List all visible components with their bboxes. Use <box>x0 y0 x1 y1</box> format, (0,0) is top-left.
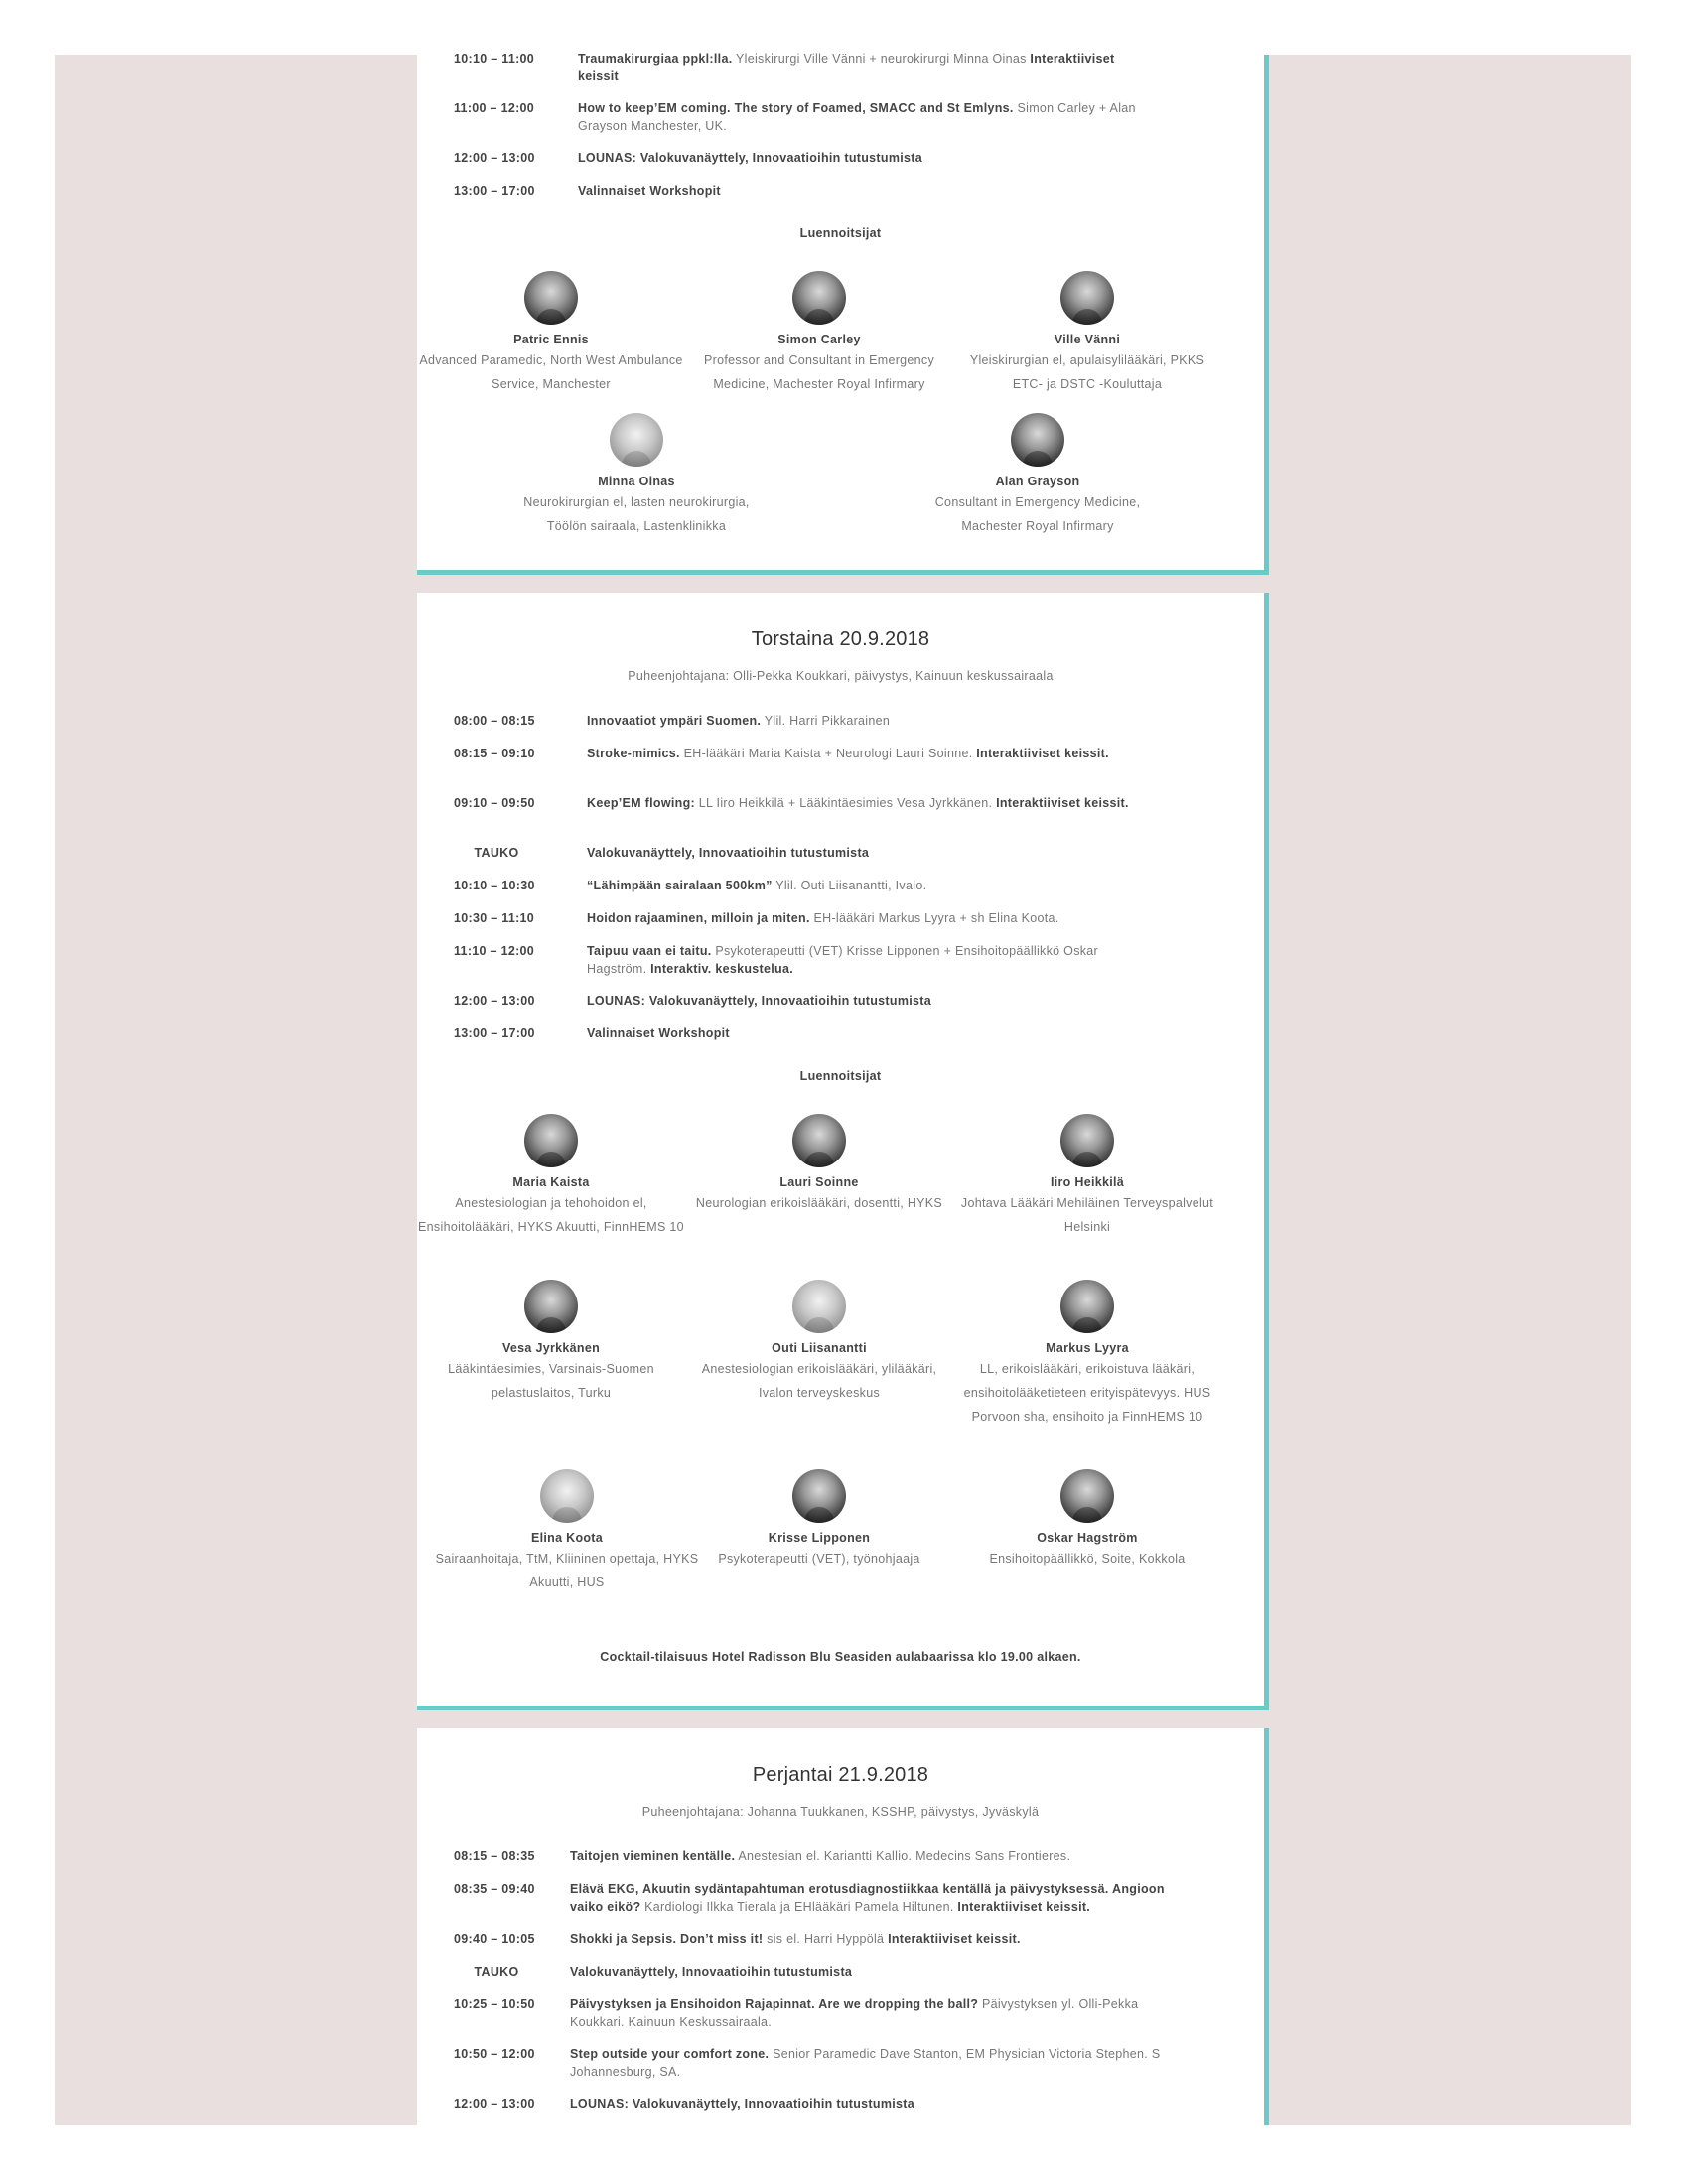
speaker-role: Sairaanhoitaja, TtM, Kliininen opettaja, HYKS Akuutti, HUS <box>435 1552 699 1589</box>
speaker-name: Elina Koota <box>530 1531 604 1545</box>
schedule-description <box>570 1963 1186 1980</box>
speaker-name: Markus Lyyra <box>1046 1341 1129 1355</box>
speaker-card <box>953 271 1221 396</box>
speaker-avatar <box>1060 1469 1114 1523</box>
schedule-description <box>587 909 1143 927</box>
speaker-card <box>685 271 953 396</box>
schedule-time: TAUKO <box>474 846 519 860</box>
speaker-role: Ensihoitopäällikkö, Soite, Kokkola <box>989 1552 1186 1566</box>
speaker-role: Psykoterapeutti (VET), työnohjaaja <box>718 1552 920 1566</box>
schedule-time: 10:10 – 10:30 <box>454 879 535 892</box>
schedule-description <box>587 745 1143 762</box>
chairperson: Puheenjohtajana: Olli-Pekka Koukkari, päivystys, Kainuun keskussairaala <box>628 669 1054 683</box>
session-format: Interaktiiviset keissit. <box>957 1900 1091 1914</box>
schedule-description <box>587 712 1143 730</box>
session-title: LOUNAS: Valokuvanäyttely, Innovaatioihin tutustumista <box>578 151 922 165</box>
speaker-avatar <box>792 271 846 325</box>
day-title: Perjantai 21.9.2018 <box>752 1764 929 1786</box>
speaker-avatar <box>524 1114 578 1167</box>
schedule-time: 12:00 – 13:00 <box>454 994 535 1008</box>
session-title: Shokki ja Sepsis. Don’t miss it! <box>570 1932 764 1946</box>
schedule-description <box>570 1847 1186 1865</box>
session-title: Traumakirurgiaa ppkl:lla. <box>578 52 733 66</box>
schedule-time: 09:10 – 09:50 <box>454 796 535 810</box>
schedule-description <box>587 844 1143 862</box>
session-format: Interaktiiviset keissit <box>578 52 1115 83</box>
speaker-name: Oskar Hagström <box>1037 1531 1138 1545</box>
speaker-avatar <box>524 271 578 325</box>
session-speakers: Ylil. Harri Pikkarainen <box>761 714 891 728</box>
speaker-card <box>433 1469 701 1594</box>
speaker-card <box>417 1280 685 1405</box>
session-title: Taitojen vieminen kentälle. <box>570 1849 736 1863</box>
speaker-name: Simon Carley <box>777 333 861 346</box>
session-title: Valokuvanäyttely, Innovaatioihin tutustumista <box>570 1965 853 1979</box>
speaker-role: Anestesiologian erikoislääkäri, ylilääkäri, Ivalon terveyskeskus <box>701 1362 937 1400</box>
schedule-description <box>587 1024 1143 1042</box>
speaker-name: Iiro Heikkilä <box>1050 1175 1125 1189</box>
speaker-role: Neurologian erikoislääkäri, dosentti, HYKS <box>695 1196 943 1210</box>
speaker-avatar <box>792 1114 846 1167</box>
session-title: Keep’EM flowing: <box>587 796 695 810</box>
speaker-role: Yleiskirurgian el, apulaisylilääkäri, PKKS ETC- ja DSTC -Kouluttaja <box>969 353 1205 391</box>
session-title: How to keep’EM coming. The story of Foamed, SMACC and St Emlyns. <box>578 101 1014 115</box>
speaker-role: Consultant in Emergency Medicine, Machester Royal Infirmary <box>934 495 1141 533</box>
session-speakers: Anestesian el. Kariantti Kallio. Medecins Sans Frontieres. <box>735 1849 1071 1863</box>
schedule-description <box>570 1930 1186 1948</box>
speaker-card <box>417 271 685 396</box>
session-title: Taipuu vaan ei taitu. <box>587 944 712 958</box>
schedule-time: 11:00 – 12:00 <box>454 101 535 115</box>
schedule-time: 10:50 – 12:00 <box>454 2047 535 2061</box>
session-speakers: sis el. Harri Hyppölä <box>763 1932 889 1946</box>
day-card-friday <box>417 1728 1269 2125</box>
speaker-card <box>904 413 1172 538</box>
speaker-card <box>953 1469 1221 1570</box>
speaker-name: Patric Ennis <box>513 333 589 346</box>
day-title: Torstaina 20.9.2018 <box>751 628 930 650</box>
session-speakers: Senior Paramedic Dave Stanton, EM Physician Victoria Stephen. S Johannesburg, SA. <box>570 2047 1161 2079</box>
session-speakers: Kardiologi Ilkka Tierala ja EHlääkäri Pamela Hiltunen. <box>640 1900 958 1914</box>
day-card-wednesday-continued <box>417 52 1269 575</box>
speaker-role: Advanced Paramedic, North West Ambulance Service, Manchester <box>419 353 683 391</box>
schedule-time: 12:00 – 13:00 <box>454 151 535 165</box>
session-title: Valinnaiset Workshopit <box>578 184 721 198</box>
schedule-description <box>570 2045 1186 2081</box>
speaker-name: Vesa Jyrkkänen <box>501 1341 601 1355</box>
speaker-avatar <box>1060 1280 1114 1333</box>
schedule-time: 13:00 – 17:00 <box>454 184 535 198</box>
day-card-thursday <box>417 593 1269 1710</box>
speaker-name: Minna Oinas <box>598 475 675 488</box>
schedule-time: 08:15 – 08:35 <box>454 1849 535 1863</box>
schedule-time: 11:10 – 12:00 <box>454 944 535 958</box>
speaker-card <box>685 1114 953 1215</box>
speaker-avatar <box>610 413 663 467</box>
session-format: Interaktiiviset keissit. <box>976 747 1109 760</box>
schedule-description <box>578 149 1154 167</box>
speaker-avatar <box>540 1469 594 1523</box>
speaker-avatar <box>792 1280 846 1333</box>
speaker-role: Lääkintäesimies, Varsinais-Suomen pelastuslaitos, Turku <box>448 1362 654 1400</box>
session-speakers: EH-lääkäri Markus Lyyra + sh Elina Koota. <box>809 911 1059 925</box>
session-title: Hoidon rajaaminen, milloin ja miten. <box>587 911 810 925</box>
schedule-time: 10:10 – 11:00 <box>454 52 535 66</box>
schedule-description <box>570 2095 1186 2113</box>
speaker-avatar <box>524 1280 578 1333</box>
session-speakers: Psykoterapeutti (VET) Krisse Lipponen + Ensihoitopäällikkö Oskar Hagström. <box>587 944 1099 976</box>
session-title: Innovaatiot ympäri Suomen. <box>587 714 762 728</box>
speaker-card <box>417 1114 685 1239</box>
schedule-time: 08:35 – 09:40 <box>454 1882 535 1896</box>
cocktail-note: Cocktail-tilaisuus Hotel Radisson Blu Seasiden aulabaarissa klo 19.00 alkaen. <box>600 1650 1081 1664</box>
schedule-time: 12:00 – 13:00 <box>454 2097 535 2111</box>
schedule-description <box>578 50 1154 85</box>
session-format: Interaktiiviset keissit. <box>996 796 1129 810</box>
schedule-description <box>578 99 1154 135</box>
session-title: Elävä EKG, Akuutin sydäntapahtuman erotusdiagnostiikkaa kentällä ja päivystyksessä. Angioon vaiko eikö? <box>570 1882 1165 1914</box>
schedule-description <box>587 877 1143 894</box>
speaker-role: Anestesiologian ja tehohoidon el, Ensihoitolääkäri, HYKS Akuutti, FinnHEMS 10 <box>418 1196 684 1234</box>
speaker-name: Alan Grayson <box>995 475 1080 488</box>
schedule-time: 08:15 – 09:10 <box>454 747 535 760</box>
session-speakers: EH-lääkäri Maria Kaista + Neurologi Lauri Soinne. <box>679 747 977 760</box>
speaker-name: Ville Vänni <box>1054 333 1121 346</box>
speaker-name: Outi Liisanantti <box>772 1341 867 1355</box>
session-title: Päivystyksen ja Ensihoidon Rajapinnat. Are we dropping the ball? <box>570 1997 979 2011</box>
schedule-description <box>587 942 1143 978</box>
schedule-time: TAUKO <box>474 1965 519 1979</box>
session-title: Step outside your comfort zone. <box>570 2047 770 2061</box>
session-title: Valokuvanäyttely, Innovaatioihin tutustumista <box>587 846 870 860</box>
speaker-card <box>502 413 771 538</box>
schedule-description <box>587 992 1143 1010</box>
schedule-description <box>570 1880 1186 1916</box>
session-title: Stroke-mimics. <box>587 747 680 760</box>
speaker-role: Neurokirurgian el, lasten neurokirurgia, Töölön sairaala, Lastenklinikka <box>523 495 750 533</box>
schedule-time: 13:00 – 17:00 <box>454 1026 535 1040</box>
speaker-role: Professor and Consultant in Emergency Medicine, Machester Royal Infirmary <box>703 353 935 391</box>
session-title: “Lähimpään sairalaan 500km” <box>587 879 773 892</box>
schedule-time: 09:40 – 10:05 <box>454 1932 535 1946</box>
schedule-time: 10:25 – 10:50 <box>454 1997 535 2011</box>
schedule-description <box>570 1995 1186 2031</box>
session-format: Interaktiv. keskustelua. <box>650 962 793 976</box>
speaker-name: Maria Kaista <box>512 1175 590 1189</box>
speaker-avatar <box>1060 1114 1114 1167</box>
schedule-description <box>578 182 1154 200</box>
session-speakers: LL Iiro Heikkilä + Lääkintäesimies Vesa Jyrkkänen. <box>694 796 997 810</box>
session-speakers: Päivystyksen yl. Olli-Pekka Koukkari. Kainuun Keskussairaala. <box>570 1997 1139 2029</box>
session-title: LOUNAS: Valokuvanäyttely, Innovaatioihin tutustumista <box>570 2097 914 2111</box>
speaker-avatar <box>792 1469 846 1523</box>
chairperson: Puheenjohtajana: Johanna Tuukkanen, KSSHP, päivystys, Jyväskylä <box>641 1805 1040 1819</box>
speaker-name: Lauri Soinne <box>779 1175 859 1189</box>
schedule-time: 10:30 – 11:10 <box>454 911 535 925</box>
speaker-avatar <box>1060 271 1114 325</box>
speaker-card <box>685 1280 953 1405</box>
schedule-description <box>587 794 1143 812</box>
session-speakers: Ylil. Outi Liisanantti, Ivalo. <box>772 879 927 892</box>
session-title: Valinnaiset Workshopit <box>587 1026 730 1040</box>
schedule-time: 08:00 – 08:15 <box>454 714 535 728</box>
speakers-heading: Luennoitsijat <box>799 226 882 240</box>
speaker-card <box>685 1469 953 1570</box>
speaker-role: Johtava Lääkäri Mehiläinen Terveyspalvelut Helsinki <box>960 1196 1214 1234</box>
speaker-card <box>953 1280 1221 1429</box>
session-speakers: Simon Carley + Alan Grayson Manchester, UK. <box>578 101 1136 133</box>
session-title: LOUNAS: Valokuvanäyttely, Innovaatioihin tutustumista <box>587 994 931 1008</box>
speaker-avatar <box>1011 413 1064 467</box>
speakers-heading: Luennoitsijat <box>799 1069 882 1083</box>
session-format: Interaktiiviset keissit. <box>888 1932 1021 1946</box>
speaker-role: LL, erikoislääkäri, erikoistuva lääkäri, ensihoitolääketieteen erityispätevyys. HUS Porvoon sha, ensihoito ja FinnHEMS 10 <box>963 1362 1211 1424</box>
speaker-name: Krisse Lipponen <box>768 1531 871 1545</box>
speaker-card <box>953 1114 1221 1239</box>
session-speakers: Yleiskirurgi Ville Vänni + neurokirurgi Minna Oinas <box>732 52 1031 66</box>
